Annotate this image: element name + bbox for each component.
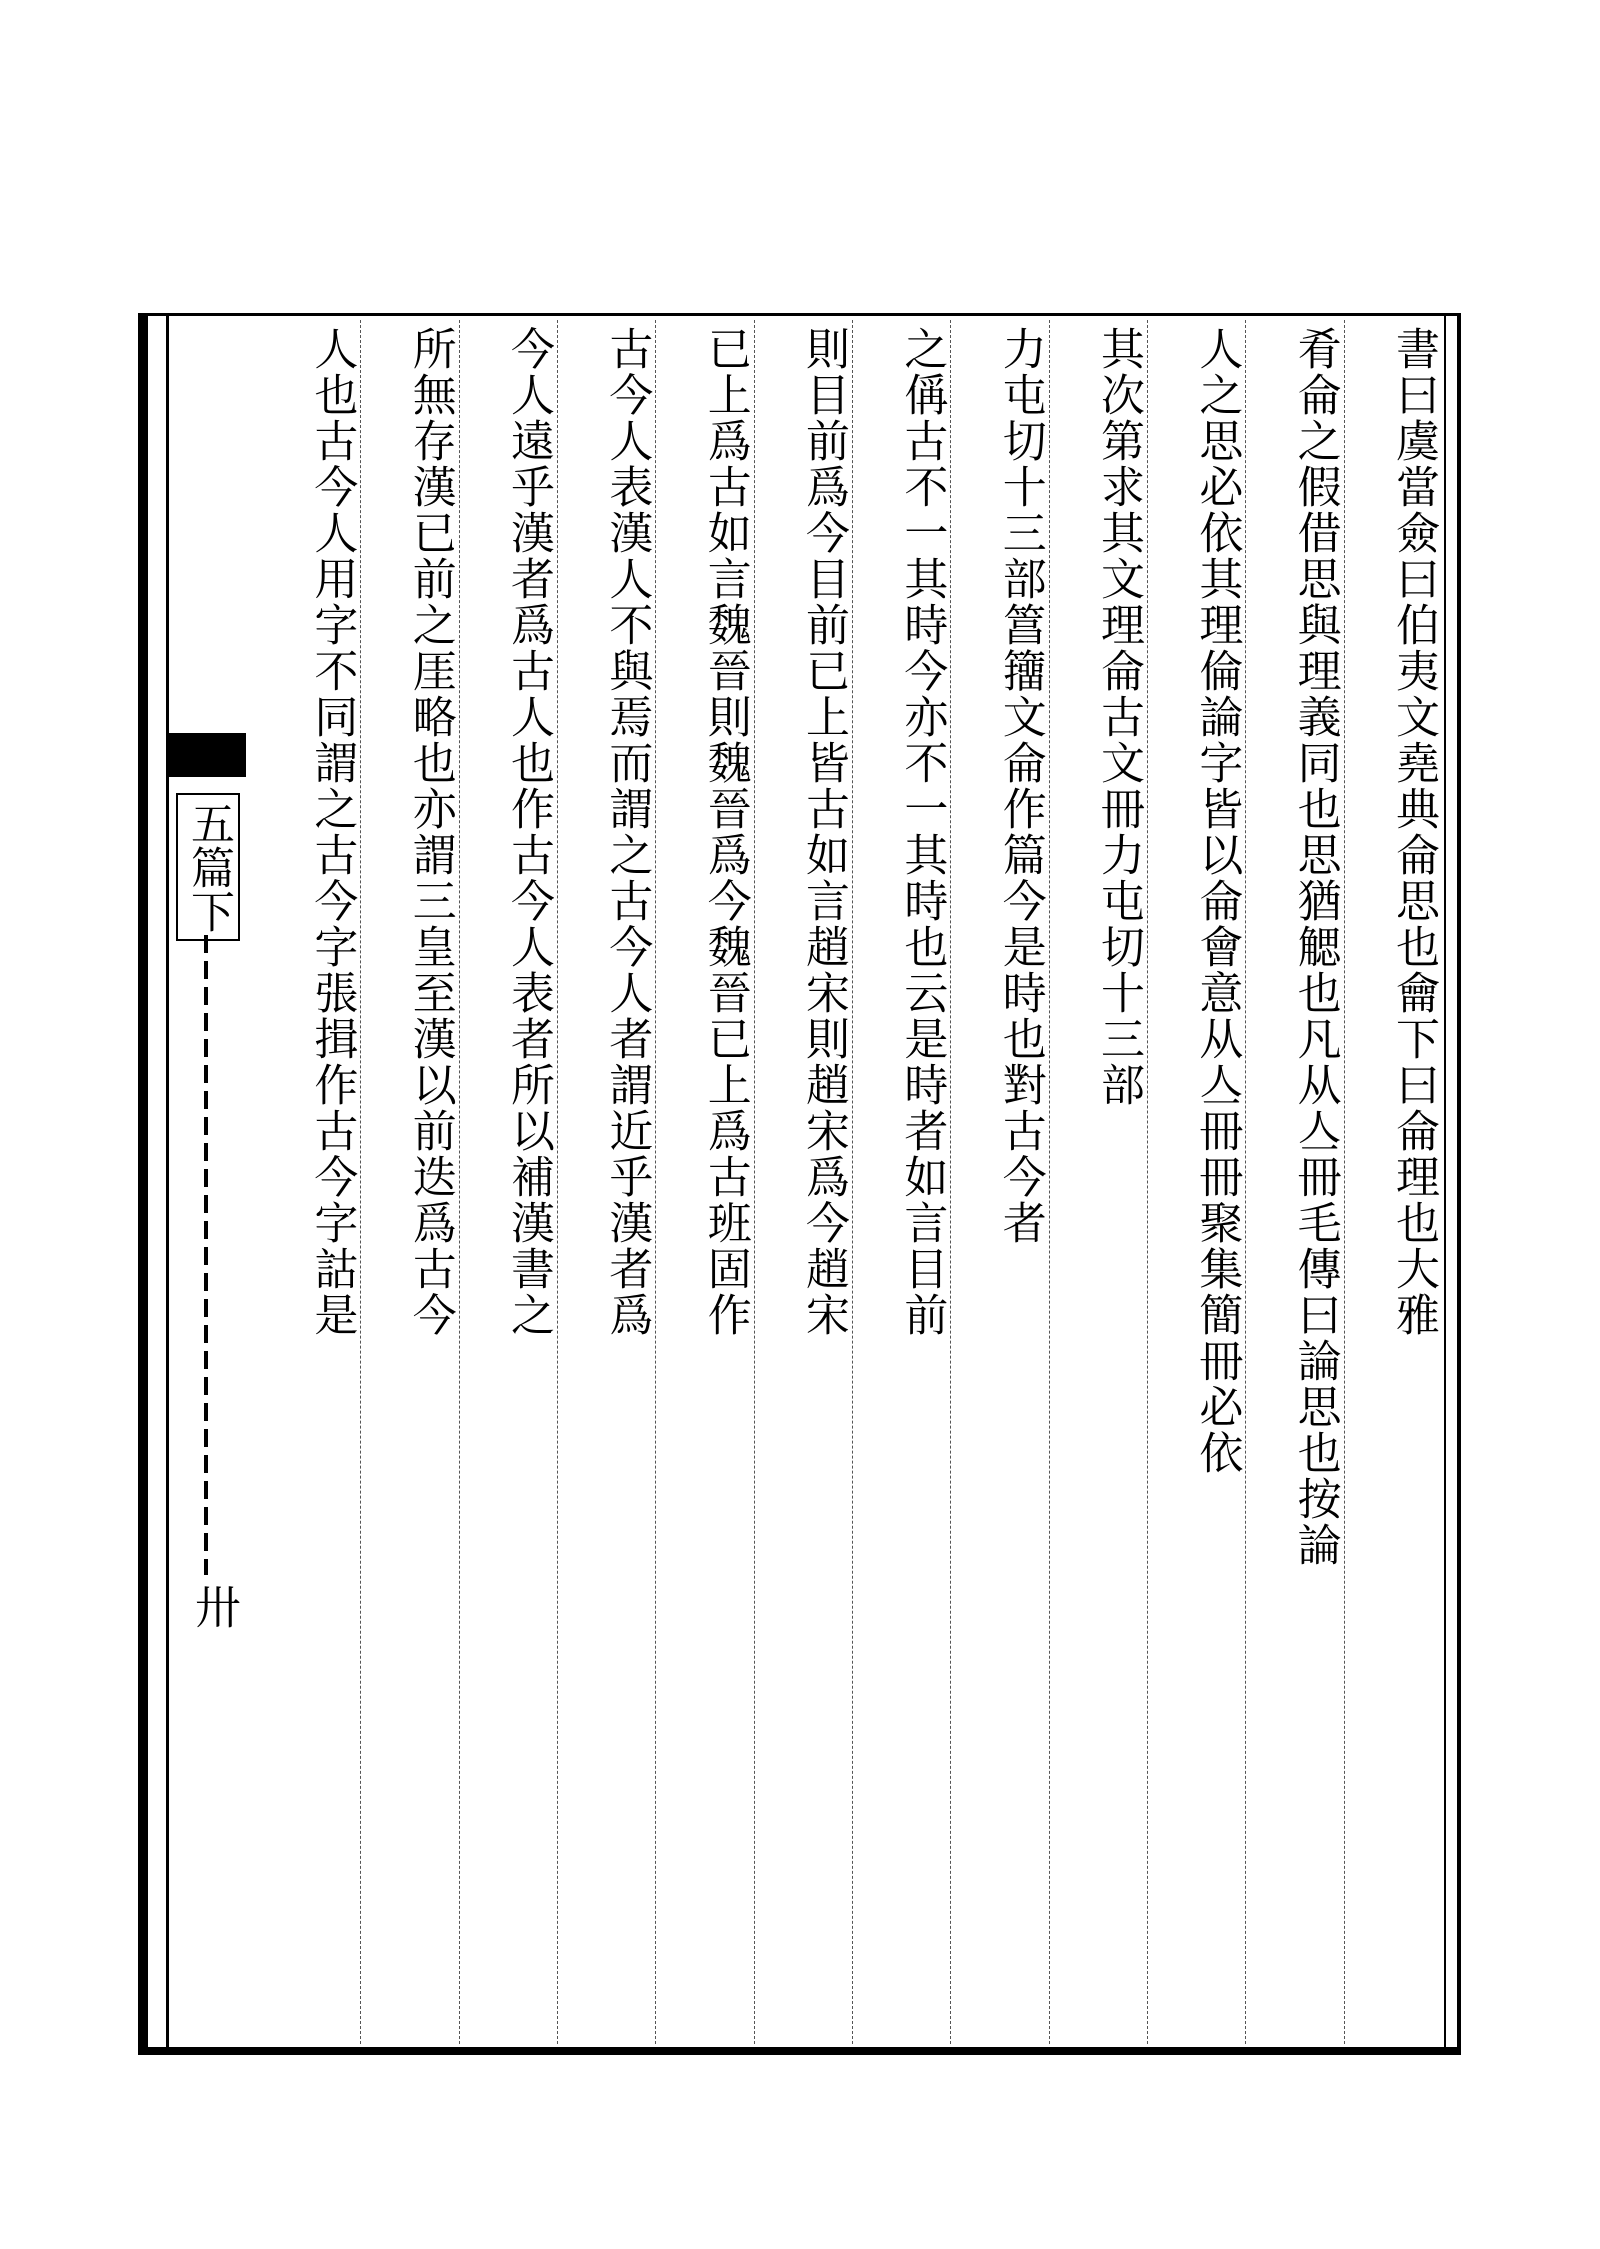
text-column [1344, 320, 1442, 2044]
column-text: 其次第求其文理侖古文冊力屯切十三部 [1093, 326, 1145, 1108]
fold-black-mark [166, 733, 246, 777]
column-text: 已上爲古如言魏晉則魏晉爲今魏晉已上爲古班固作 [699, 326, 751, 1338]
column-text: 書曰虞當僉曰伯夷文堯典侖思也龠下曰侖理也大雅 [1388, 326, 1439, 1338]
text-columns [262, 320, 1442, 2044]
text-column [852, 320, 950, 2044]
text-column [1245, 320, 1343, 2044]
fold-column [166, 315, 246, 2049]
text-column [1147, 320, 1245, 2044]
text-column [557, 320, 655, 2044]
column-text: 所無存漢已前之厓略也亦謂三皇至漢以前迭爲古今 [404, 326, 456, 1338]
column-text: 則目前爲今目前已上皆古如言趙宋則趙宋爲今趙宋 [798, 326, 850, 1338]
fold-title: 五篇下 [176, 793, 240, 941]
text-column [655, 320, 753, 2044]
text-column [1049, 320, 1147, 2044]
text-column [459, 320, 557, 2044]
text-column [360, 320, 458, 2044]
text-column [262, 320, 360, 2044]
column-text: 肴侖之假借思與理義同也思猶䚡也凡从亼冊毛傳曰論思也按論 [1289, 326, 1341, 1568]
column-text: 古今人表漢人不與焉而謂之古今人者謂近乎漢者爲 [601, 326, 653, 1338]
column-text: 人也古今人用字不同謂之古今字張揖作古今字詁是 [306, 326, 358, 1338]
column-text: 之偁古不一其時今亦不一其時也云是時者如言目前 [896, 326, 948, 1338]
column-text: 人之思必依其理倫論字皆以侖會意从亼冊冊聚集簡冊必依 [1191, 326, 1243, 1476]
text-column [950, 320, 1048, 2044]
text-column [754, 320, 852, 2044]
page-number: 卅 [188, 1583, 242, 1629]
fold-rule [204, 935, 208, 1575]
column-text: 力屯切十三部䈞籒文侖作篇今是時也對古今者 [994, 326, 1046, 1246]
column-text: 今人遠乎漢者爲古人也作古今人表者所以補漢書之 [503, 326, 555, 1338]
